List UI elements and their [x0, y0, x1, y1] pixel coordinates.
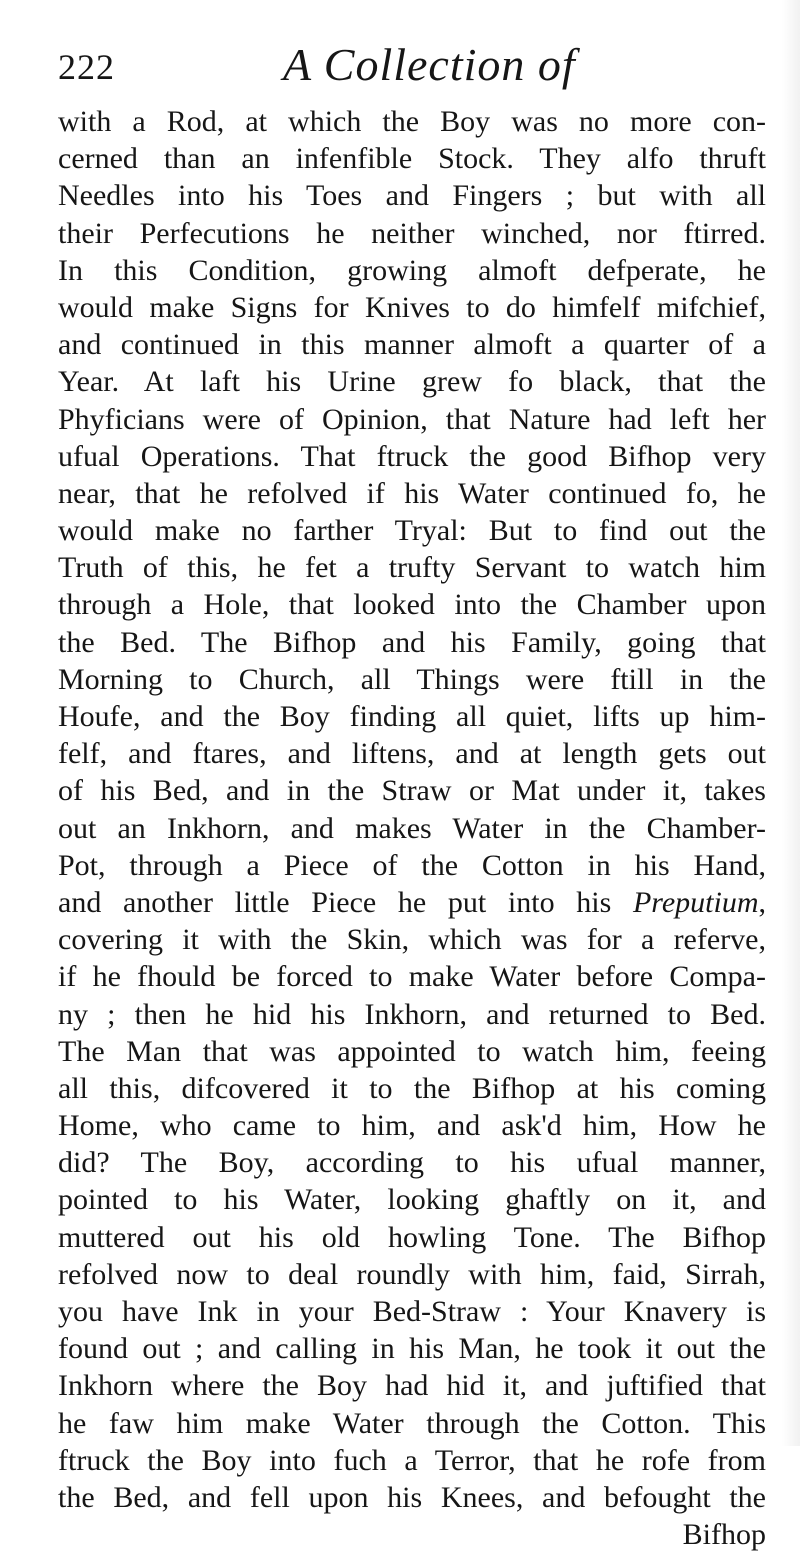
text-line-32: refolved now to deal roundly with him, faid, Sirrah,: [58, 1257, 766, 1291]
text-line-15: the Bed. The Bifhop and his Family, going that: [58, 625, 766, 659]
text-line-9: Phyficians were of Opinion, that Nature had left her: [58, 402, 766, 436]
text-line-22-suffix: ,: [758, 885, 766, 919]
text-line-2: cerned than an infenfible Stock. They alfo thruft: [58, 142, 766, 176]
text-line-17: Houfe, and the Boy finding all quiet, lifts up him-: [58, 700, 766, 733]
text-line-24: if he fhould be forced to make Water before Compa-: [58, 960, 766, 994]
text-line-35: Inkhorn where the Boy had hid it, and juftified that: [58, 1369, 766, 1403]
text-line-20: out an Inkhorn, and makes Water in the Chamber-: [58, 811, 766, 845]
text-line-16: Morning to Church, all Things were ftill in the: [58, 662, 766, 696]
text-line-12: would make no farther Tryal: But to find out the: [58, 514, 766, 548]
text-line-21: Pot, through a Piece of the Cotton in his Hand,: [58, 848, 766, 882]
text-line-1: with a Rod, at which the Boy was no more con-: [58, 105, 766, 138]
text-line-19: of his Bed, and in the Straw or Mat under it, takes: [58, 774, 766, 808]
page-edge-shadow: [782, 0, 800, 1446]
text-line-8: Year. At laft his Urine grew fo black, that the: [58, 365, 766, 399]
preputium-italic: Preputium: [632, 885, 759, 919]
text-line-18: felf, and ftares, and liftens, and at length gets out: [58, 737, 766, 771]
text-line-5: In this Condition, growing almoft defperate, he: [58, 253, 766, 287]
text-line-3: Needles into his Toes and Fingers ; but with all: [58, 179, 766, 213]
page-header: [58, 38, 758, 100]
text-line-27: all this, difcovered it to the Bifhop at his coming: [58, 1071, 766, 1105]
text-line-23: covering it with the Skin, which was for a referve,: [58, 923, 766, 957]
catchword: Bifhop: [682, 1518, 766, 1552]
text-line-10: ufual Operations. That ftruck the good Bifhop very: [58, 439, 766, 473]
text-line-36: he faw him make Water through the Cotton. This: [58, 1406, 766, 1440]
running-title: A Collection of: [283, 39, 576, 90]
text-line-26: The Man that was appointed to watch him, feeing: [58, 1034, 766, 1068]
body-text: [58, 103, 766, 1553]
text-line-34: found out ; and calling in his Man, he took it out the: [58, 1332, 766, 1366]
text-line-33: you have Ink in your Bed-Straw : Your Knavery is: [58, 1295, 766, 1328]
text-line-7: and continued in this manner almoft a quarter of a: [58, 328, 766, 362]
text-line-13: Truth of this, he fet a trufty Servant to watch him: [58, 551, 766, 585]
text-line-6: would make Signs for Knives to do himfelf mifchief,: [58, 290, 766, 324]
text-line-28: Home, who came to him, and ask'd him, How he: [58, 1109, 766, 1143]
text-line-11: near, that he refolved if his Water continued fo, he: [58, 476, 766, 510]
text-line-37: ftruck the Boy into fuch a Terror, that he rofe from: [58, 1443, 766, 1477]
text-line-31: muttered out his old howling Tone. The Bifhop: [58, 1220, 766, 1254]
text-line-29: did? The Boy, according to his ufual manner,: [58, 1146, 766, 1180]
text-line-25: ny ; then he hid his Inkhorn, and returned to Bed.: [58, 997, 766, 1031]
text-line-22: [58, 884, 766, 921]
text-line-38: the Bed, and fell upon his Knees, and befought the: [58, 1480, 766, 1514]
text-line-30: pointed to his Water, looking ghaftly on it, and: [58, 1183, 766, 1217]
text-line-4: their Perfecutions he neither winched, nor ftirred.: [58, 216, 766, 250]
page-number: 222: [58, 47, 115, 87]
text-line-14: through a Hole, that looked into the Chamber upon: [58, 588, 766, 622]
text-line-22-prefix: and another little Piece he put into his: [58, 885, 633, 919]
